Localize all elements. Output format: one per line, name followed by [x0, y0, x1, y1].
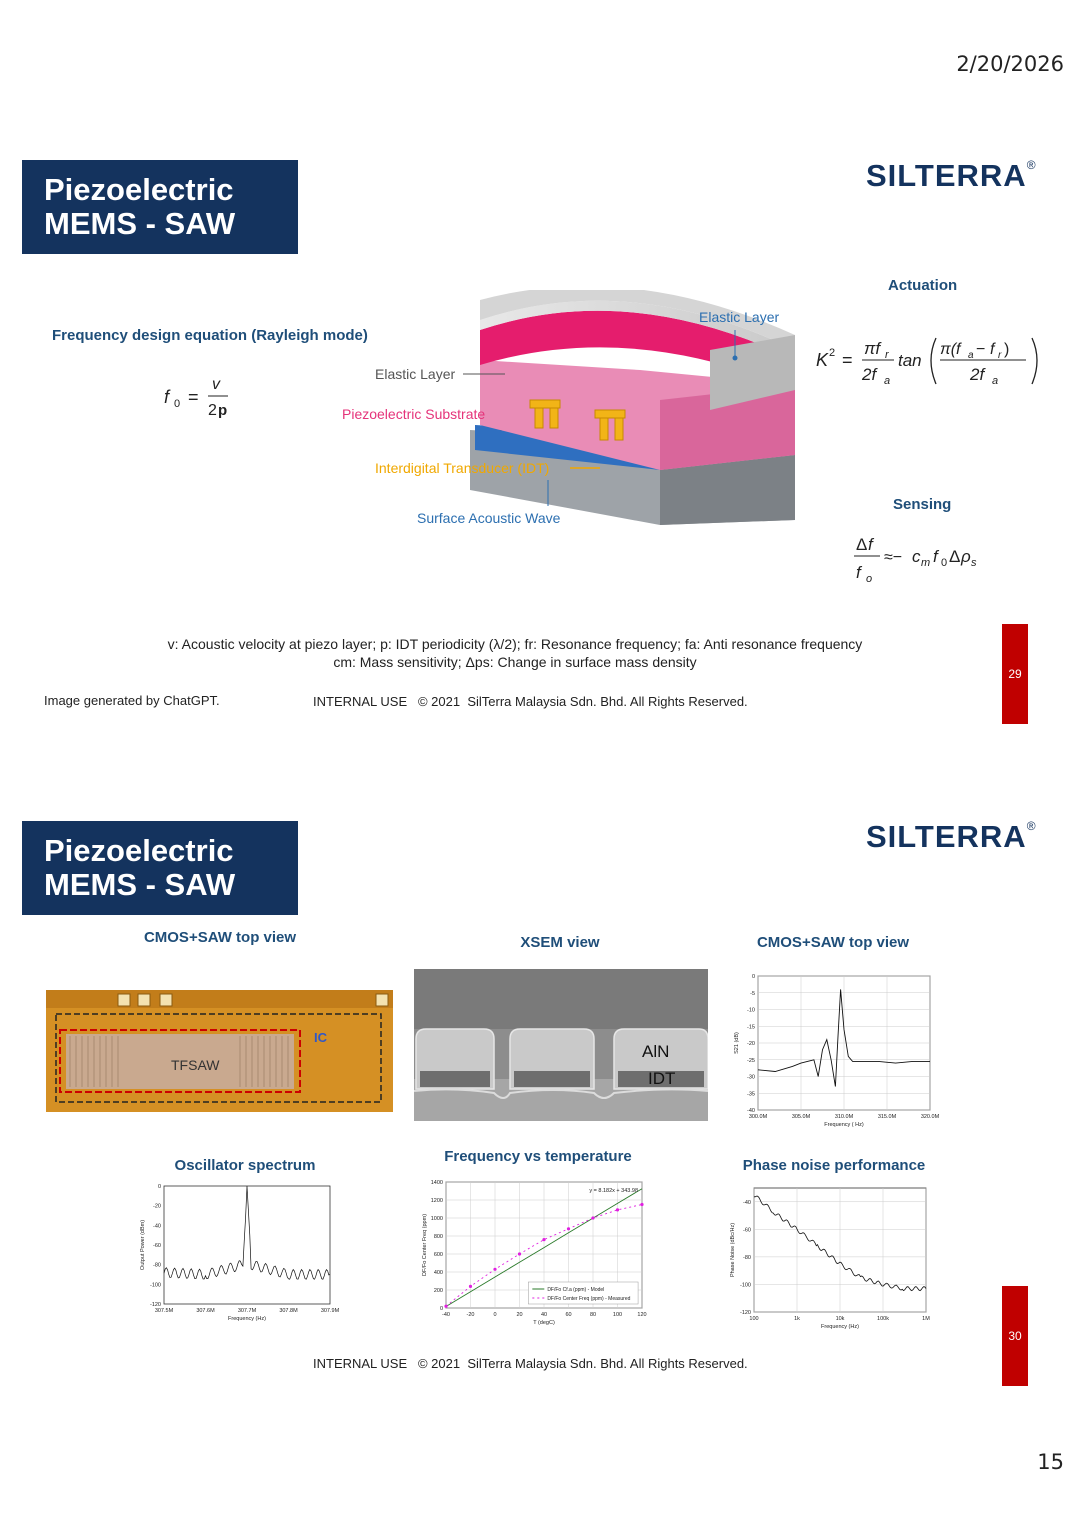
slide2-number-tab — [1002, 1286, 1028, 1386]
y-tick-label: -100 — [149, 1282, 161, 1289]
svg-text:s: s — [971, 557, 977, 569]
svg-text:f: f — [164, 387, 170, 407]
data-point — [591, 1216, 594, 1219]
slide2-number: 30 — [1008, 1329, 1022, 1343]
svg-text:f: f — [933, 547, 938, 566]
x-tick-label: 320.0M — [920, 1114, 940, 1120]
svg-text:0: 0 — [941, 557, 948, 569]
fig5-title: Frequency vs temperature — [444, 1148, 632, 1165]
svg-text:0: 0 — [174, 398, 181, 410]
y-tick-label: -80 — [153, 1262, 161, 1269]
actuation-equation — [812, 330, 1052, 390]
x-tick-label: 315.0M — [877, 1114, 897, 1120]
x-tick-label: 1M — [922, 1316, 930, 1322]
x-tick-label: 300.0M — [748, 1114, 768, 1120]
svg-text:o: o — [866, 573, 873, 585]
page-number: 15 — [1037, 1450, 1064, 1474]
note-line1: v: Acoustic velocity at piezo layer; p: IDT periodicity (λ/2); fr: Resonance frequency; fa: Anti resonance frequency — [167, 636, 863, 652]
y-tick-label: 0 — [751, 974, 755, 980]
fig1-title: CMOS+SAW top view — [143, 929, 297, 946]
x-axis-label: Frequency (Hz) — [821, 1324, 859, 1330]
svg-text:a: a — [992, 375, 999, 387]
x-tick-label: 307.6M — [196, 1308, 215, 1314]
y-tick-label: 0 — [157, 1184, 161, 1190]
sensing-equation — [850, 530, 1010, 586]
svg-text:−: − — [976, 341, 986, 358]
freq-vs-temp-chart — [416, 1172, 656, 1334]
slide1-logo-text: SILTERRA — [866, 158, 1027, 193]
slide2-logo-text: SILTERRA — [866, 819, 1027, 854]
x-tick-label: 100k — [877, 1316, 889, 1322]
y-tick-label: -5 — [750, 990, 755, 997]
slide1-title-line2: MEMS - SAW — [44, 206, 236, 241]
image-credit: Image generated by ChatGPT. — [44, 693, 220, 708]
y-tick-label: 600 — [433, 1252, 443, 1258]
y-tick-label: -60 — [153, 1243, 161, 1249]
y-tick-label: -40 — [153, 1223, 161, 1230]
x-axis-label: Frequency (Hz) — [228, 1316, 266, 1322]
y-tick-label: -80 — [743, 1254, 751, 1261]
x-tick-label: 1k — [794, 1316, 800, 1322]
slide2-footer: INTERNAL USE © 2021 SilTerra Malaysia Sdn. Bhd. All Rights Reserved. — [313, 1356, 748, 1371]
svg-text:2: 2 — [208, 402, 217, 419]
data-point — [542, 1238, 545, 1241]
y-tick-label: -30 — [747, 1074, 755, 1081]
x-tick-label: 307.7M — [237, 1308, 257, 1314]
svg-text:2: 2 — [829, 347, 836, 359]
svg-text:p: p — [218, 402, 228, 419]
slide1-logo-mark: ® — [1026, 158, 1037, 172]
svg-text:a: a — [968, 350, 974, 361]
y-tick-label: -40 — [747, 1108, 755, 1114]
svg-text:=: = — [842, 350, 853, 370]
slide1-title-line1: Piezoelectric — [44, 172, 234, 207]
slide1-title — [22, 160, 298, 254]
label-elastic-top: Elastic Layer — [699, 309, 780, 325]
slide1-number: 29 — [1008, 667, 1022, 681]
y-tick-label: -25 — [747, 1057, 755, 1064]
x-tick-label: 40 — [540, 1312, 548, 1318]
data-point — [469, 1285, 472, 1288]
x-tick-label: 310.0M — [834, 1114, 854, 1120]
plot-frame — [164, 1186, 330, 1304]
x-tick-label: 307.5M — [154, 1308, 174, 1314]
y-tick-label: -10 — [747, 1007, 755, 1014]
slide2-title-line2: MEMS - SAW — [44, 867, 236, 902]
label-idt: Interdigital Transducer (IDT) — [375, 460, 550, 476]
x-tick-label: 307.8M — [279, 1308, 298, 1314]
svg-text:K: K — [816, 350, 829, 370]
fig2-title: XSEM view — [520, 934, 600, 951]
y-axis-label: Output Power (dBm) — [140, 1219, 146, 1271]
fig4-title: Oscillator spectrum — [174, 1157, 316, 1174]
x-axis-label: T (degC) — [533, 1320, 555, 1326]
slide2-title-line1: Piezoelectric — [44, 833, 234, 868]
svg-text:Δ: Δ — [856, 535, 868, 554]
phase-noise-chart — [718, 1180, 940, 1336]
actuation-heading: Actuation — [888, 277, 958, 294]
x-tick-label: 100 — [612, 1312, 623, 1318]
data-point — [567, 1227, 570, 1230]
y-tick-label: 1400 — [430, 1180, 443, 1186]
label-elastic-left: Elastic Layer — [375, 366, 456, 382]
slide1-number-tab — [1002, 624, 1028, 724]
x-tick-label: -40 — [442, 1312, 450, 1318]
svg-text:f: f — [990, 341, 995, 358]
ic-label: IC — [314, 1030, 327, 1045]
fig3-title: CMOS+SAW top view — [756, 934, 910, 951]
svg-text:f: f — [868, 535, 873, 554]
svg-text:π(f: π(f — [940, 341, 961, 358]
svg-text:πf: πf — [864, 339, 881, 358]
freq-design-heading: Frequency design equation (Rayleigh mode) — [52, 327, 368, 344]
y-tick-label: 200 — [433, 1288, 443, 1294]
svg-text:=: = — [188, 387, 199, 407]
tfsaw-label: TFSAW — [171, 1057, 220, 1073]
y-tick-label: 0 — [439, 1306, 443, 1312]
x-tick-label: 20 — [516, 1312, 523, 1318]
data-point — [616, 1208, 619, 1211]
y-axis-label: S21 (dB) — [734, 1032, 740, 1054]
label-leader-lines — [460, 330, 780, 520]
x-tick-label: 10k — [835, 1316, 845, 1322]
x-tick-label: 0 — [493, 1312, 497, 1318]
x-tick-label: 307.9M — [320, 1308, 340, 1314]
y-tick-label: -40 — [743, 1199, 751, 1206]
data-point — [444, 1305, 447, 1308]
x-axis-label: Frequency ( Hz) — [824, 1122, 864, 1128]
legend-entry: DF/Fo Center Freq (ppm) - Measured — [547, 1296, 631, 1302]
page-date: 2/20/2026 — [956, 52, 1064, 76]
y-tick-label: -20 — [747, 1041, 755, 1047]
slide1-logo — [866, 158, 1037, 194]
slide1-footer: INTERNAL USE © 2021 SilTerra Malaysia Sdn. Bhd. All Rights Reserved. — [313, 694, 748, 709]
rayleigh-equation — [160, 370, 250, 422]
svg-text:2f: 2f — [970, 365, 985, 384]
slide2-logo-mark: ® — [1026, 819, 1037, 833]
data-point — [493, 1268, 496, 1271]
note-line2: cm: Mass sensitivity; Δps: Change in surface mass density — [333, 654, 697, 670]
x-tick-label: 60 — [565, 1312, 572, 1318]
slide2-title — [22, 821, 298, 915]
svg-text:tan: tan — [898, 351, 922, 370]
svg-text:r: r — [998, 350, 1002, 361]
svg-text:2f: 2f — [862, 365, 877, 384]
label-piezo: Piezoelectric Substrate — [342, 406, 486, 422]
x-tick-label: -20 — [466, 1312, 475, 1318]
svg-text:≈−: ≈− — [884, 549, 903, 566]
cmos-saw-chip-photo — [46, 990, 393, 1112]
svg-text:f: f — [856, 563, 861, 582]
slide2-logo — [866, 819, 1037, 855]
x-tick-label: 305.0M — [791, 1114, 811, 1120]
label-saw: Surface Acoustic Wave — [417, 510, 561, 526]
svg-text:r: r — [885, 349, 889, 361]
svg-text:v: v — [212, 376, 220, 393]
y-tick-label: 1200 — [430, 1198, 443, 1204]
y-tick-label: 1000 — [430, 1216, 443, 1222]
y-axis-label: DF/Fo Center Freq (ppm) — [422, 1213, 428, 1277]
svg-text:): ) — [1004, 341, 1010, 358]
legend-entry: DF/Fo Cf.a (ppm) - Model — [547, 1287, 605, 1293]
y-tick-label: 800 — [433, 1234, 443, 1240]
fig6-title: Phase noise performance — [742, 1157, 926, 1174]
x-tick-label: 100 — [749, 1316, 759, 1322]
svg-text:c: c — [912, 547, 921, 566]
svg-text:ρ: ρ — [961, 547, 971, 566]
y-tick-label: -35 — [747, 1091, 755, 1098]
sensing-heading: Sensing — [893, 496, 952, 513]
y-axis-label: Phase Noise (dBc/Hz) — [730, 1222, 736, 1278]
y-tick-label: 400 — [433, 1270, 443, 1276]
y-tick-label: -120 — [149, 1302, 161, 1308]
data-point — [640, 1203, 643, 1206]
svg-text:a: a — [884, 375, 891, 387]
slide1-variable-note — [15, 635, 1015, 671]
oscillator-spectrum-chart — [130, 1178, 350, 1336]
svg-text:Δ: Δ — [949, 547, 961, 566]
fit-annotation: y = 8.182x + 343.98 — [589, 1188, 638, 1194]
y-tick-label: -120 — [739, 1310, 751, 1316]
svg-text:m: m — [921, 557, 931, 569]
y-tick-label: -15 — [747, 1024, 755, 1031]
y-tick-label: -60 — [743, 1227, 751, 1234]
y-tick-label: -20 — [153, 1203, 161, 1210]
x-tick-label: 120 — [637, 1312, 647, 1318]
data-point — [518, 1252, 521, 1255]
x-tick-label: 80 — [589, 1312, 597, 1318]
xsem-image — [414, 969, 708, 1121]
aln-label: AlN — [642, 1042, 670, 1061]
s21-chart — [722, 966, 952, 1128]
idt-label: IDT — [648, 1069, 676, 1088]
y-tick-label: -100 — [739, 1282, 751, 1289]
